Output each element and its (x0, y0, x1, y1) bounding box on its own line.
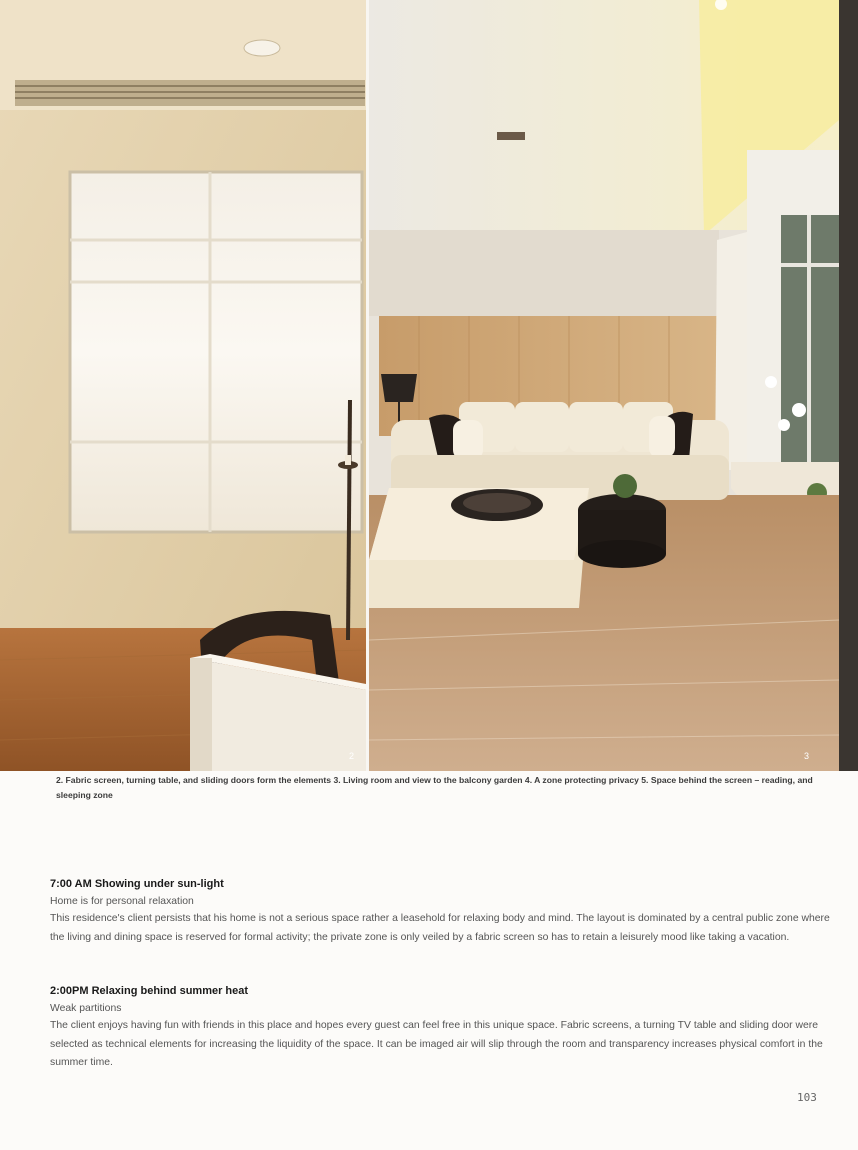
section-subheading-afternoon: Weak partitions (50, 1003, 122, 1014)
section-heading-morning: 7:00 AM Showing under sun-light (50, 878, 224, 890)
section-heading-afternoon: 2:00PM Relaxing behind summer heat (50, 985, 249, 997)
section-body-afternoon: The client enjoys having fun with friends in this place and hopes every guest can feel free in this unique space. Fabric screens, a turning TV table and sliding door were selected as technical elements for increasing the liquidity of the space. It can be imaged air will slip through the room and transparency increases physical comfort in the summer time. (50, 1020, 823, 1068)
photo-number-3: 3 (803, 751, 809, 761)
section-afternoon (50, 983, 830, 1073)
page-number: 103 (797, 1091, 817, 1104)
photo-left-illustration (0, 0, 366, 771)
section-body-morning: This residence's client persists that his home is not a serious space rather a leasehold for relaxing body and mind. The layout is dominated by a central public zone where the living and dining space is reserved for formal activity; the private zone is only veiled by a fabric screen so has to retain a leisurely mood like taking a vacation. (50, 913, 830, 943)
photo-right-illustration (369, 0, 839, 771)
photo-living-room (369, 0, 839, 771)
photo-number-2: 2 (348, 751, 354, 761)
section-morning (50, 876, 830, 947)
page-edge-shadow (839, 0, 858, 771)
section-subheading-morning: Home is for personal relaxation (50, 896, 194, 907)
photo-fabric-screen-room (0, 0, 366, 771)
photo-caption: 2. Fabric screen, turning table, and sliding doors form the elements 3. Living room and view to the balcony garden 4. A zone protecting privacy 5. Space behind the screen – reading, and sleeping zone (56, 775, 813, 800)
